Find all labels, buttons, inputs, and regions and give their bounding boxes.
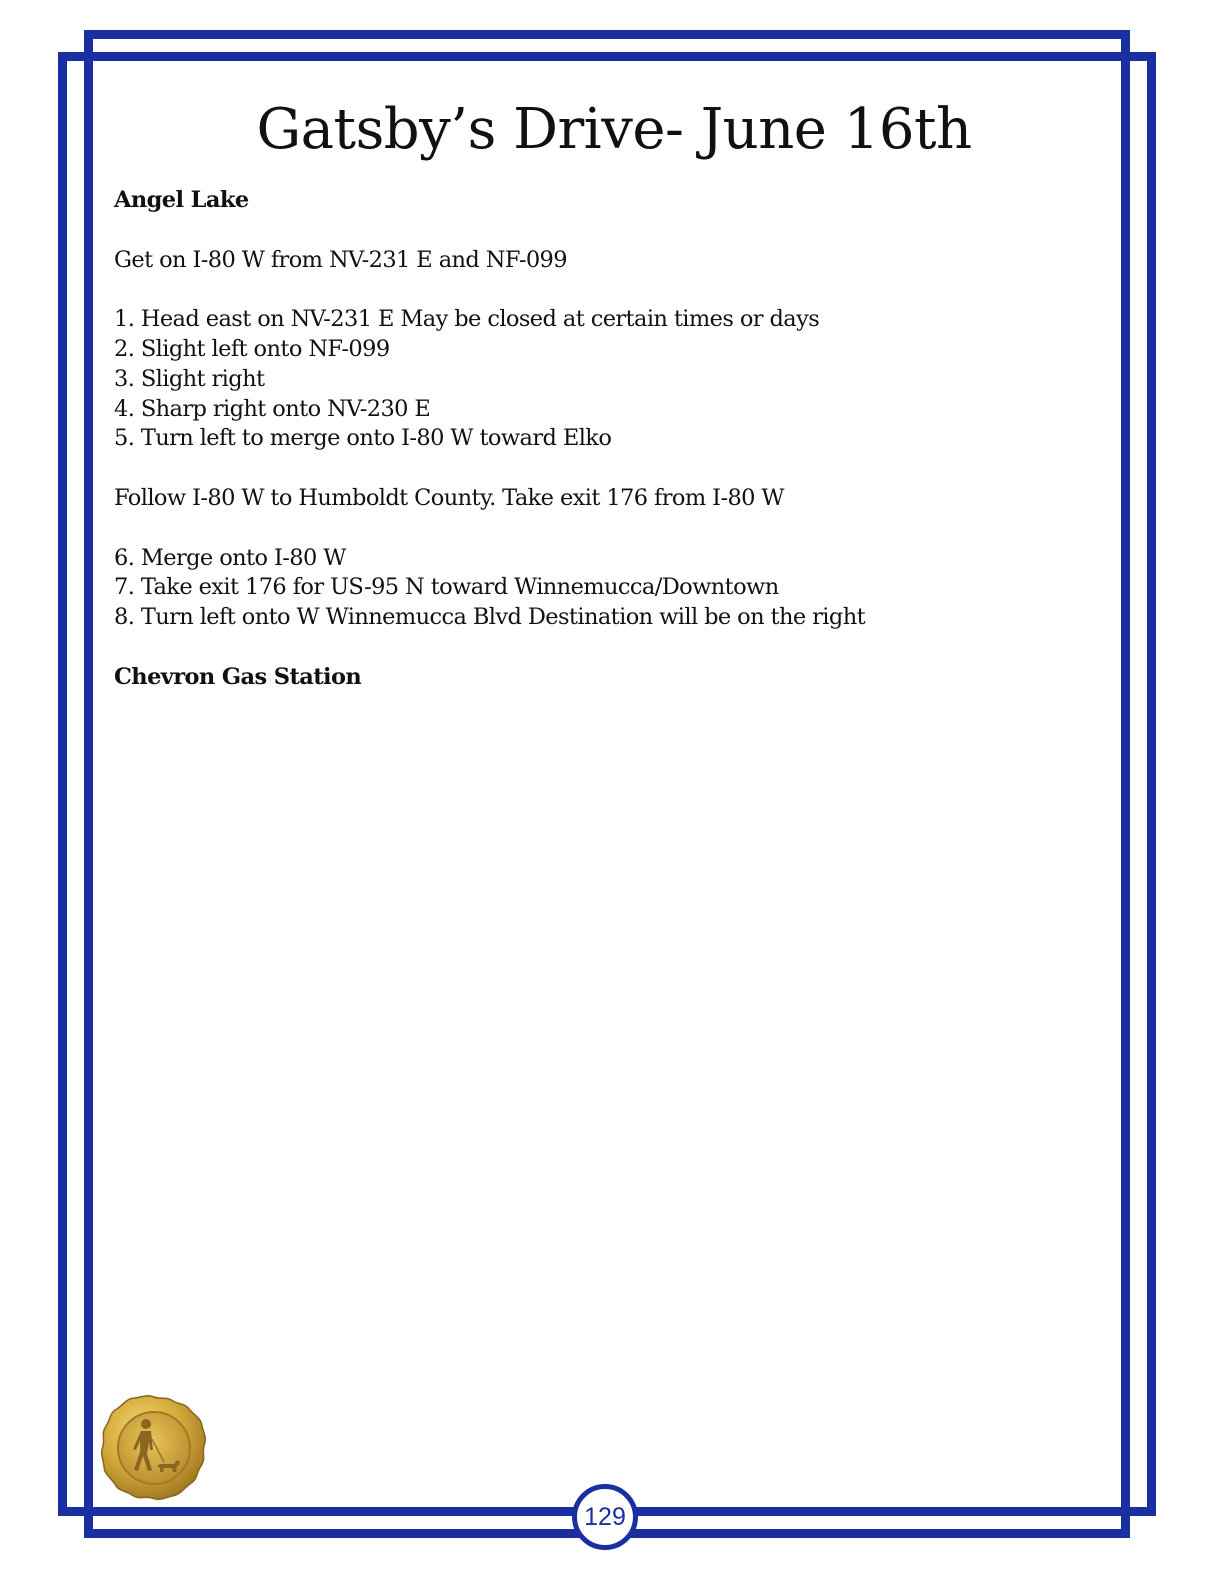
- page-number-badge: 129: [572, 1484, 638, 1550]
- gold-seal-icon: [100, 1394, 208, 1502]
- direction-step: 2. Slight left onto NF-099: [114, 336, 390, 363]
- destination-heading: Chevron Gas Station: [114, 663, 362, 690]
- directions-list-part-1: [114, 305, 1114, 454]
- direction-step: 5. Turn left to merge onto I-80 W toward Elko: [114, 425, 612, 452]
- directions-list-part-2: [114, 544, 1114, 633]
- page-title: Gatsby’s Drive- June 16th: [256, 97, 972, 162]
- start-location-heading: Angel Lake: [114, 187, 249, 213]
- direction-step: 4. Sharp right onto NV-230 E: [114, 395, 431, 422]
- direction-step: 3. Slight right: [114, 365, 265, 392]
- direction-step: 7. Take exit 176 for US-95 N toward Winnemucca/Downtown: [114, 574, 779, 601]
- direction-step: 1. Head east on NV-231 E May be closed at certain times or days: [114, 306, 820, 333]
- route-follow-note: Follow I-80 W to Humboldt County. Take exit 176 from I-80 W: [114, 484, 784, 511]
- direction-step: 8. Turn left onto W Winnemucca Blvd Destination will be on the right: [114, 604, 866, 631]
- direction-step: 6. Merge onto I-80 W: [114, 544, 346, 571]
- route-intro: Get on I-80 W from NV-231 E and NF-099: [114, 246, 567, 273]
- page-content: [114, 92, 1114, 692]
